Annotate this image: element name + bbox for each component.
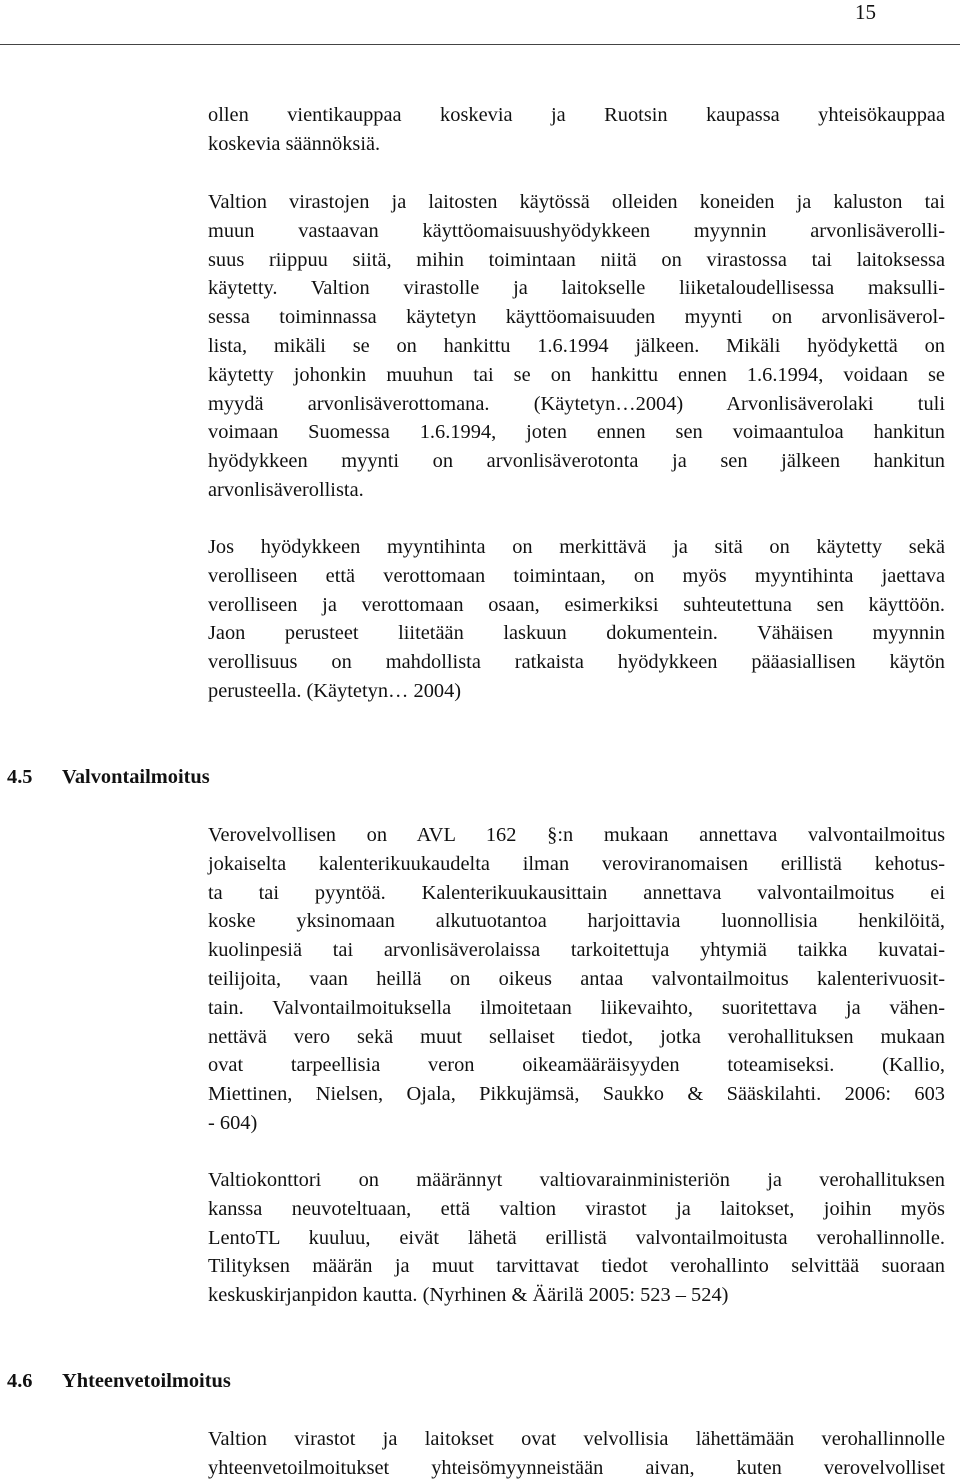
text-line: hyödykkeen myynti on arvonlisäverotonta ja sen jälkeen hankitun xyxy=(208,450,945,473)
text-line: kanssa neuvoteltuaan, että valtion virastot ja laitokset, joihin myös xyxy=(208,1197,945,1220)
text-line: myydä arvonlisäverottomana. (Käytetyn…2004) Arvonlisäverolaki tuli xyxy=(208,392,945,415)
text-line: muun vastaavan käyttöomaisuushyödykkeen myynnin arvonlisäverolli- xyxy=(208,219,945,242)
paragraph-sale-price xyxy=(208,533,945,706)
text-line: Valtiokonttori on määrännyt valtiovarainministeriön ja verohallituksen xyxy=(208,1169,945,1191)
text-line: lista, mikäli se on hankittu 1.6.1994 jälkeen. Mikäli hyödykettä on xyxy=(208,334,945,357)
section-heading-4-5 xyxy=(7,764,210,790)
text-line: arvonlisäverollista. xyxy=(208,478,364,501)
text-line: verolliseen ja verottomaan osaan, esimerkiksi suhteutettuna sen käyttöön. xyxy=(208,593,945,616)
paragraph-export-trade xyxy=(208,101,945,159)
text-line: Valtion virastot ja laitokset ovat velvollisia lähettämään verohallinnolle xyxy=(208,1428,945,1450)
text-line: voimaan Suomessa 1.6.1994, joten ennen sen voimaantuloa hankitun xyxy=(208,421,945,444)
text-line: teilijoita, vaan heillä on oikeus antaa valvontailmoitus kalenterivuosit- xyxy=(208,967,945,990)
section-title: Valvontailmoitus xyxy=(62,766,210,788)
header-rule xyxy=(0,44,960,45)
text-line: suus riippuu siitä, mihin toimintaan niitä on virastossa tai laitoksessa xyxy=(208,248,945,271)
text-line: Valtion virastojen ja laitosten käytössä olleiden koneiden ja kaluston tai xyxy=(208,191,945,213)
text-line: koskevia säännöksiä. xyxy=(208,132,381,155)
text-line: LentoTL kuuluu, eivät lähetä erillistä valvontailmoitusta verohallinnolle. xyxy=(208,1226,945,1249)
text-line: verolliseen että verottomaan toimintaan, on myös myyntihinta jaettava xyxy=(208,564,945,587)
paragraph-control-notification xyxy=(208,821,945,1138)
text-line: ollen vientikauppaa koskevia ja Ruotsin kaupassa yhteisökauppaa xyxy=(208,104,945,126)
text-line: nettävä vero sekä muut sellaiset tiedot, jotka verohallituksen mukaan xyxy=(208,1025,945,1048)
paragraph-equipment-sales xyxy=(208,188,945,505)
text-line: Jaon perusteet liitetään laskuun dokumentein. Vähäisen myynnin xyxy=(208,622,945,645)
section-heading-4-6 xyxy=(7,1368,231,1394)
text-line: Jos hyödykkeen myyntihinta on merkittävä ja sitä on käytetty sekä xyxy=(208,536,945,558)
text-line: yhteenvetoilmoitukset yhteisömyynneistään aivan, kuten verovelvolliset xyxy=(208,1456,945,1479)
text-line: perusteella. (Käytetyn… 2004) xyxy=(208,679,462,702)
text-line: tain. Valvontailmoituksella ilmoitetaan liikevaihto, suoritettava ja vähen- xyxy=(208,996,945,1019)
text-line: koske yksinomaan alkutuotantoa harjoittavia luonnollisia henkilöitä, xyxy=(208,910,945,933)
page-number: 15 xyxy=(855,0,876,24)
text-line: ta tai pyyntöä. Kalenterikuukausittain annettava valvontailmoitus ei xyxy=(208,881,945,904)
paragraph-summary-declaration xyxy=(208,1425,945,1483)
text-line: sessa toiminnassa käytetyn käyttöomaisuuden myynti on arvonlisäverol- xyxy=(208,306,945,329)
text-line: verollisuus on mahdollista ratkaista hyödykkeen pääasiallisen käytön xyxy=(208,651,945,674)
text-line: jokaiselta kalenterikuukaudelta ilman veroviranomaisen erillistä kehotus- xyxy=(208,852,945,875)
text-line: käytetty johonkin muuhun tai se on hankittu ennen 1.6.1994, voidaan se xyxy=(208,363,945,386)
section-number: 4.5 xyxy=(7,766,33,788)
section-number: 4.6 xyxy=(7,1370,33,1392)
text-line: keskuskirjanpidon kautta. (Nyrhinen & Äärilä 2005: 523 – 524) xyxy=(208,1284,729,1307)
paragraph-state-treasury xyxy=(208,1166,945,1310)
section-title: Yhteenvetoilmoitus xyxy=(62,1370,231,1392)
text-line: ovat tarpeellisia veron oikeamääräisyyden toteamiseksi. (Kallio, xyxy=(208,1054,945,1077)
text-line: käytetty. Valtion virastolle ja laitokselle liiketaloudellisessa maksulli- xyxy=(208,277,945,300)
text-line: - 604) xyxy=(208,1111,258,1134)
text-line: kuolinpesiä tai arvonlisäverolaissa tarkoitettuja yhtymiä taikka kuvatai- xyxy=(208,939,945,962)
text-line: Miettinen, Nielsen, Ojala, Pikkujämsä, Saukko & Sääskilahti. 2006: 603 xyxy=(208,1083,945,1106)
text-line: Tilityksen määrän ja muut tarvittavat tiedot verohallinto selvittää suoraan xyxy=(208,1255,945,1278)
text-line: Verovelvollisen on AVL 162 §:n mukaan annettava valvontailmoitus xyxy=(208,824,945,846)
